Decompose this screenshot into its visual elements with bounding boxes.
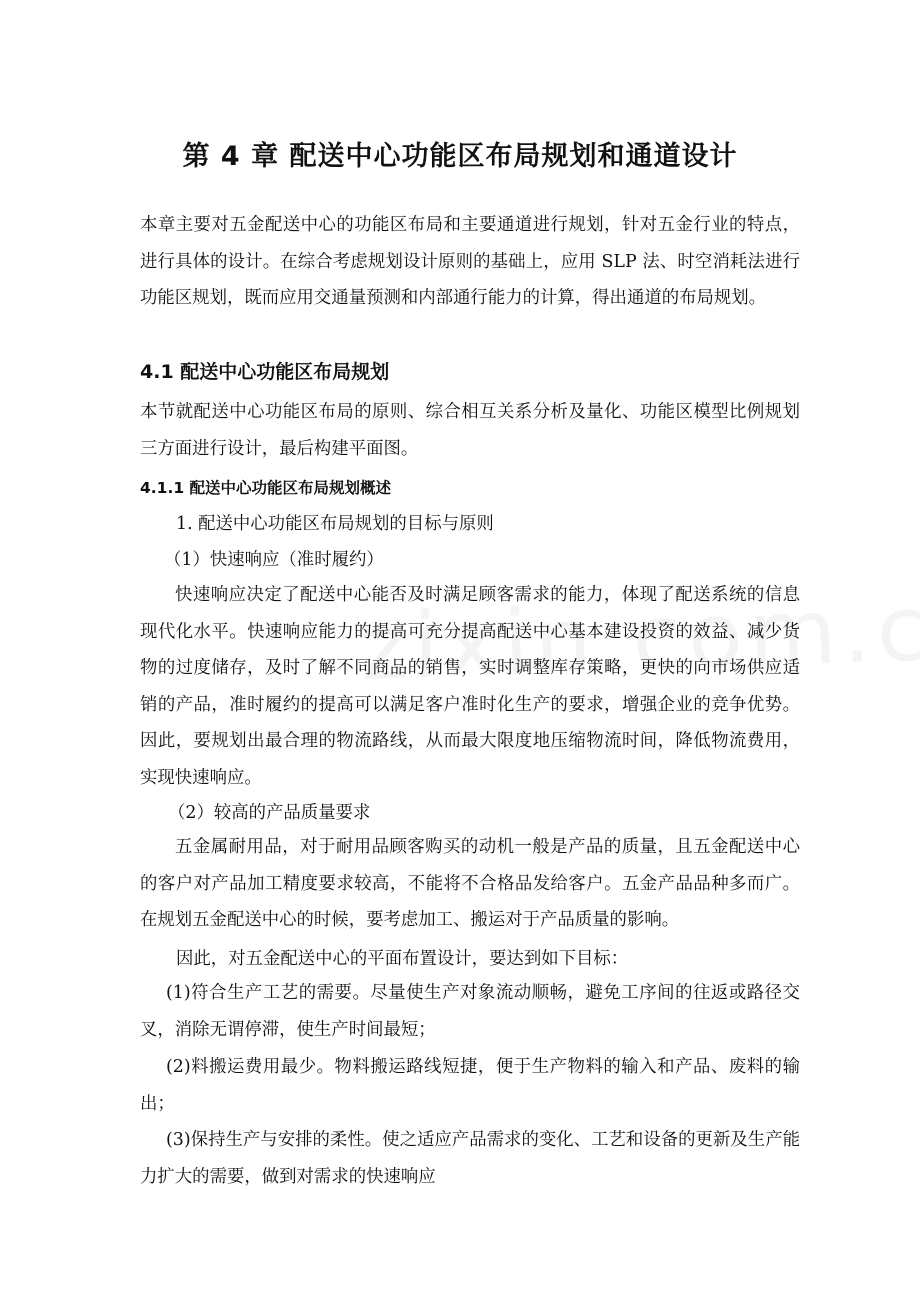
subsection-1-paragraph: 快速响应决定了配送中心能否及时满足顾客需求的能力，体现了配送系统的信息现代化水平。快速响应能力的提高可充分提高配送中心基本建设投资的效益、减少货物的过度储存，及时了解不同商品的销售，实时调整库存策略，更快的向市场供应适销的产品，准时履约的提高可以满足客户准时化生产的要求，增强企业的竞争优势。因此，要规划出最合理的物流路线，从而最大限度地压缩物流时间，降低物流费用，实现快速响应。: [140, 585, 800, 788]
section-heading-4-1: 4.1 配送中心功能区布局规划: [140, 361, 390, 383]
goals-intro: 因此，对五金配送中心的平面布置设计，要达到如下目标：: [176, 949, 629, 969]
subsection-2-paragraph: 五金属耐用品，对于耐用品顾客购买的动机一般是产品的质量，且五金配送中心的客户对产品加工精度要求较高，不能将不合格品发给客户。五金产品品种多而广。在规划五金配送中心的时候，要考虑加工、搬运对于产品质量的影响。: [140, 837, 800, 931]
section-4-1-paragraph: 本节就配送中心功能区布局的原则、综合相互关系分析及量化、功能区模型比例规划三方面进行设计，最后构建平面图。: [140, 402, 800, 459]
goal-3: (3)保持生产与安排的柔性。使之适应产品需求的变化、工艺和设备的更新及生产能力扩大的需要，做到对需求的快速响应: [140, 1130, 800, 1187]
goal-2: (2)料搬运费用最少。物料搬运路线短捷，便于生产物料的输入和产品、废料的输出；: [140, 1057, 800, 1114]
subsection-title-2: （2）较高的产品质量要求: [168, 803, 371, 823]
chapter-title: 第 4 章 配送中心功能区布局规划和通道设计: [182, 141, 738, 172]
list-item-1: 1. 配送中心功能区布局规划的目标与原则: [176, 514, 494, 534]
intro-paragraph: 本章主要对五金配送中心的功能区布局和主要通道进行规划，针对五金行业的特点，进行具体的设计。在综合考虑规划设计原则的基础上，应用 SLP 法、时空消耗法进行功能区规划，既而应用交通量预测和内部通行能力的计算，得出通道的布局规划。: [140, 215, 800, 309]
subsection-title-1: （1）快速响应（准时履约）: [164, 550, 384, 570]
goal-1: (1)符合生产工艺的需要。尽量使生产对象流动顺畅，避免工序间的往返或路径交叉，消除无谓停滞，使生产时间最短；: [140, 983, 800, 1040]
section-heading-4-1-1: 4.1.1 配送中心功能区布局规划概述: [140, 479, 392, 497]
